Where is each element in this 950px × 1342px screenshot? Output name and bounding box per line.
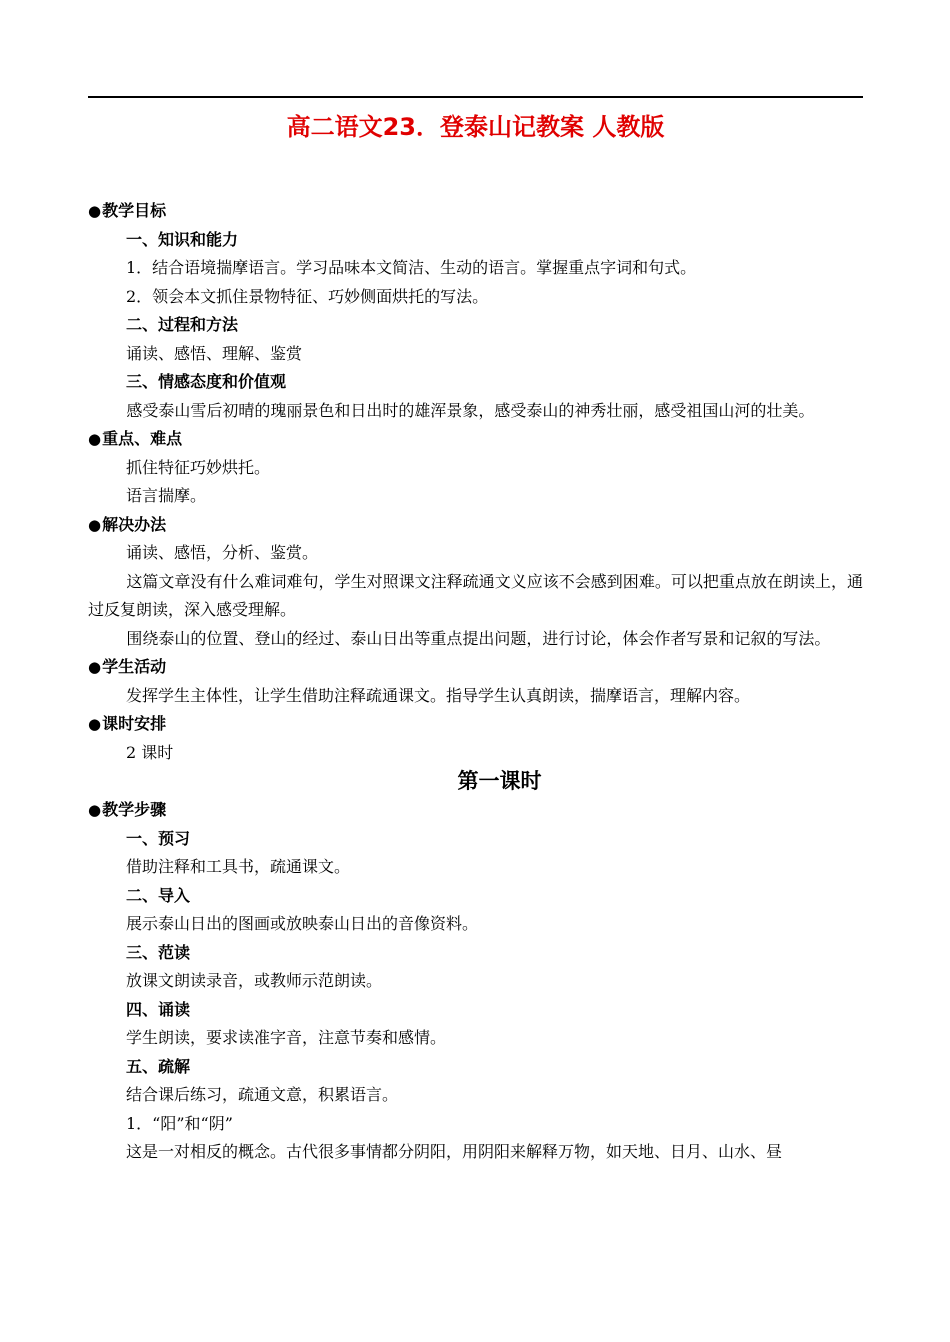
solutions-heading: ● 解决办法 (88, 511, 863, 540)
lesson-1-title: 第一课时 (457, 769, 542, 793)
solutions-paragraph-1: 这篇文章没有什么难词难句，学生对照课文注释疏通文义应该不会感到困难。可以把重点放在朗读上，通过反复朗读，深入感受理解。 (88, 571, 863, 619)
activities-text: 发挥学生主体性，让学生借助注释疏通课文。指导学生认真朗读，揣摩语言，理解内容。 (126, 685, 751, 705)
schedule-text: 2 课时 (126, 742, 174, 762)
step-5-title: 五、疏解 (126, 1056, 191, 1076)
emotion-subheading: 三、情感态度和价值观 (126, 372, 287, 391)
key-point-1: 抓住特征巧妙烘托。 (126, 457, 271, 477)
key-point-2: 语言揣摩。 (126, 486, 207, 505)
document-body (88, 197, 863, 1167)
knowledge-item-2: 2．领会本文抓住景物特征、巧妙侧面烘托的写法。 (126, 286, 489, 306)
schedule-heading: ● 课时安排 (88, 710, 863, 739)
knowledge-subheading: 一、知识和能力 (126, 229, 239, 249)
solutions-item-1: 诵读、感悟，分析、鉴赏。 (126, 543, 319, 562)
key-points-heading: ● 重点、难点 (88, 425, 863, 454)
document-title: 高二语文23．登泰山记教案 人教版 (286, 113, 665, 141)
process-subheading: 二、过程和方法 (126, 315, 239, 334)
goals-heading: ● 教学目标 (88, 197, 863, 226)
step-3-title: 三、范读 (126, 942, 191, 962)
step-1-title: 一、预习 (126, 828, 191, 848)
step-1-text: 借助注释和工具书，疏通课文。 (126, 857, 351, 876)
step-2-text: 展示泰山日出的图画或放映泰山日出的音像资料。 (126, 914, 479, 933)
process-text: 诵读、感悟、理解、鉴赏 (126, 343, 303, 363)
step-3-text: 放课文朗读录音，或教师示范朗读。 (126, 971, 383, 990)
step-2-title: 二、导入 (126, 885, 191, 905)
knowledge-item-1: 1．结合语境揣摩语言。学习品味本文简洁、生动的语言。掌握重点字词和句式。 (126, 258, 697, 277)
top-rule (88, 96, 863, 98)
activities-heading: ● 学生活动 (88, 653, 863, 682)
step-4-title: 四、诵读 (126, 999, 191, 1019)
step-5-item-1-text: 这是一对相反的概念。古代很多事情都分阴阳，用阴阳来解释万物，如天地、日月、山水、昼 (126, 1142, 783, 1161)
emotion-paragraph: 感受泰山雪后初晴的瑰丽景色和日出时的雄浑景象，感受泰山的神秀壮丽，感受祖国山河的壮美。 (126, 400, 815, 420)
step-4-text: 学生朗读，要求读准字音，注意节奏和感情。 (126, 1028, 447, 1047)
steps-heading: ● 教学步骤 (88, 796, 863, 825)
step-5-text: 结合课后练习，疏通文意，积累语言。 (126, 1085, 399, 1104)
solutions-paragraph-2: 围绕泰山的位置、登山的经过、泰山日出等重点提出问题，进行讨论，体会作者写景和记叙的写法。 (126, 628, 831, 648)
step-5-item-1: 1．“阳”和“阴” (126, 1113, 233, 1133)
